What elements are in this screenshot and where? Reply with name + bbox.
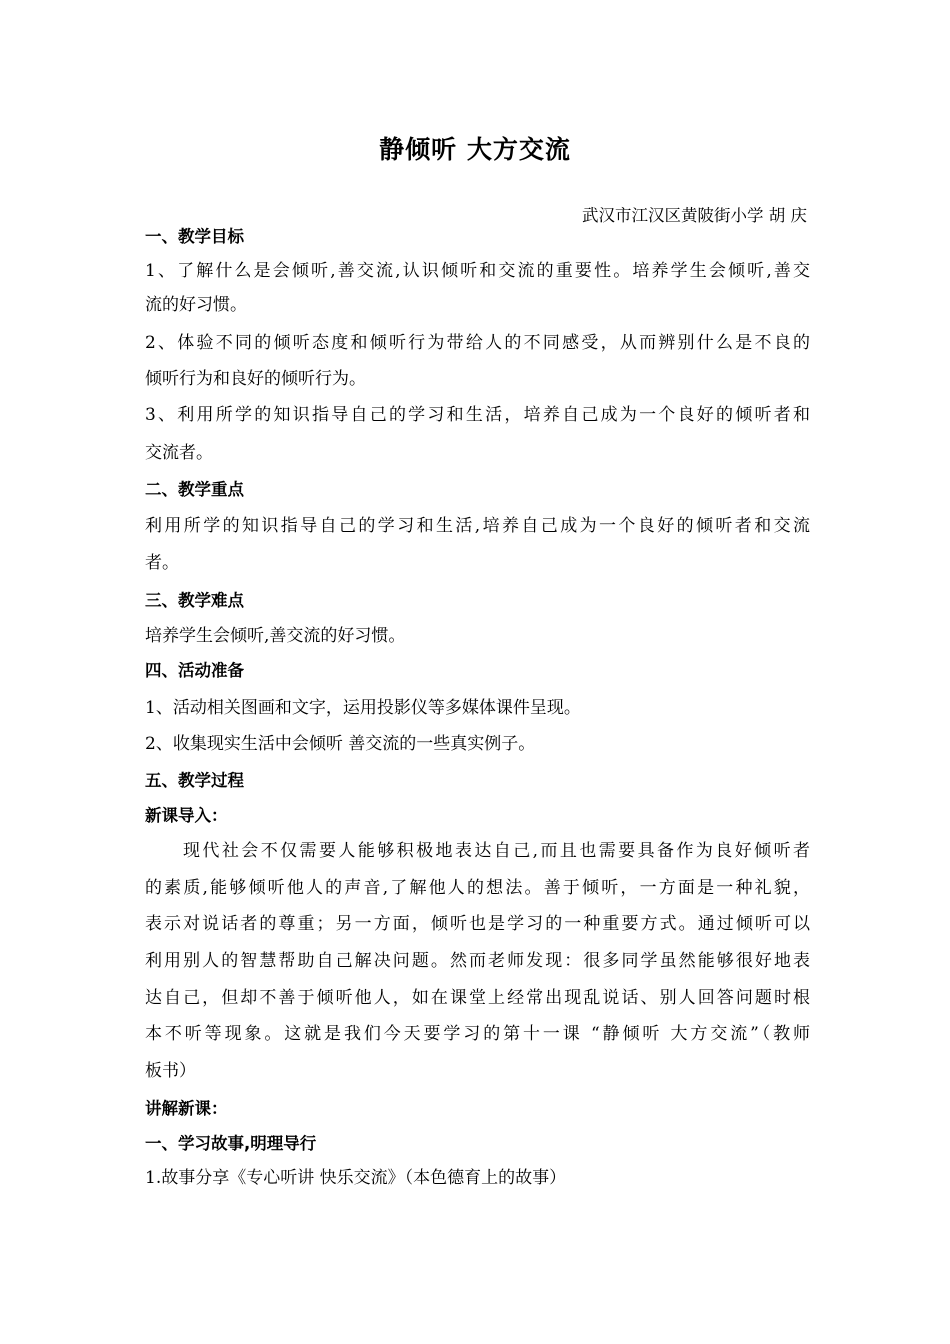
body-text-line: 表示对说话者的尊重；另一方面，倾听也是学习的一种重要方式。通过倾听可以: [145, 914, 810, 934]
body-text-line: 者。: [145, 553, 179, 573]
section-heading: 三、教学难点: [145, 591, 244, 610]
body-text-line: 2、体验不同的倾听态度和倾听行为带给人的不同感受，从而辨别什么是不良的: [145, 333, 810, 353]
body-text-line: 的素质,能够倾听他人的声音,了解他人的想法。善于倾听，一方面是一种礼貌，: [145, 878, 810, 898]
section-heading: 一、教学目标: [145, 227, 244, 246]
section-heading: 新课导入：: [145, 806, 228, 825]
body-text-line: 利用别人的智慧帮助自己解决问题。然而老师发现：很多同学虽然能够很好地表: [145, 951, 810, 971]
body-text-line: 3、利用所学的知识指导自己的学习和生活，培养自己成为一个良好的倾听者和: [145, 405, 810, 425]
body-text-line: 现代社会不仅需要人能够积极地表达自己,而且也需要具备作为良好倾听者: [183, 841, 810, 861]
section-heading: 一、学习故事,明理导行: [145, 1134, 317, 1153]
body-text-line: 流的好习惯。: [145, 295, 247, 315]
body-text-line: 利用所学的知识指导自己的学习和生活,培养自己成为一个良好的倾听者和交流: [145, 516, 810, 536]
section-heading: 讲解新课：: [145, 1099, 228, 1118]
body-text-line: 交流者。: [145, 443, 213, 463]
body-text-line: 2、收集现实生活中会倾听 善交流的一些真实例子。: [145, 734, 536, 754]
body-text-line: 倾听行为和良好的倾听行为。: [145, 369, 366, 389]
body-text-line: 培养学生会倾听,善交流的好习惯。: [145, 626, 406, 646]
body-text-line: 1.故事分享《专心听讲 快乐交流》（本色德育上的故事）: [145, 1168, 567, 1188]
body-text-line: 1、活动相关图画和文字，运用投影仪等多媒体课件呈现。: [145, 698, 581, 718]
section-heading: 五、教学过程: [145, 771, 244, 790]
body-text-line: 1、了解什么是会倾听,善交流,认识倾听和交流的重要性。培养学生会倾听,善交: [145, 261, 810, 281]
body-text-line: 达自己，但却不善于倾听他人，如在课堂上经常出现乱说话、别人回答问题时根: [145, 988, 810, 1008]
section-heading: 四、活动准备: [145, 661, 244, 680]
document-title: 静倾听 大方交流: [379, 135, 571, 164]
section-heading: 二、教学重点: [145, 480, 244, 499]
body-text-line: 本不听等现象。这就是我们今天要学习的第十一课 “静倾听 大方交流”（教师: [145, 1024, 810, 1044]
author-line: 武汉市江汉区黄陂街小学 胡 庆: [582, 206, 807, 225]
body-text-line: 板书）: [145, 1061, 196, 1081]
